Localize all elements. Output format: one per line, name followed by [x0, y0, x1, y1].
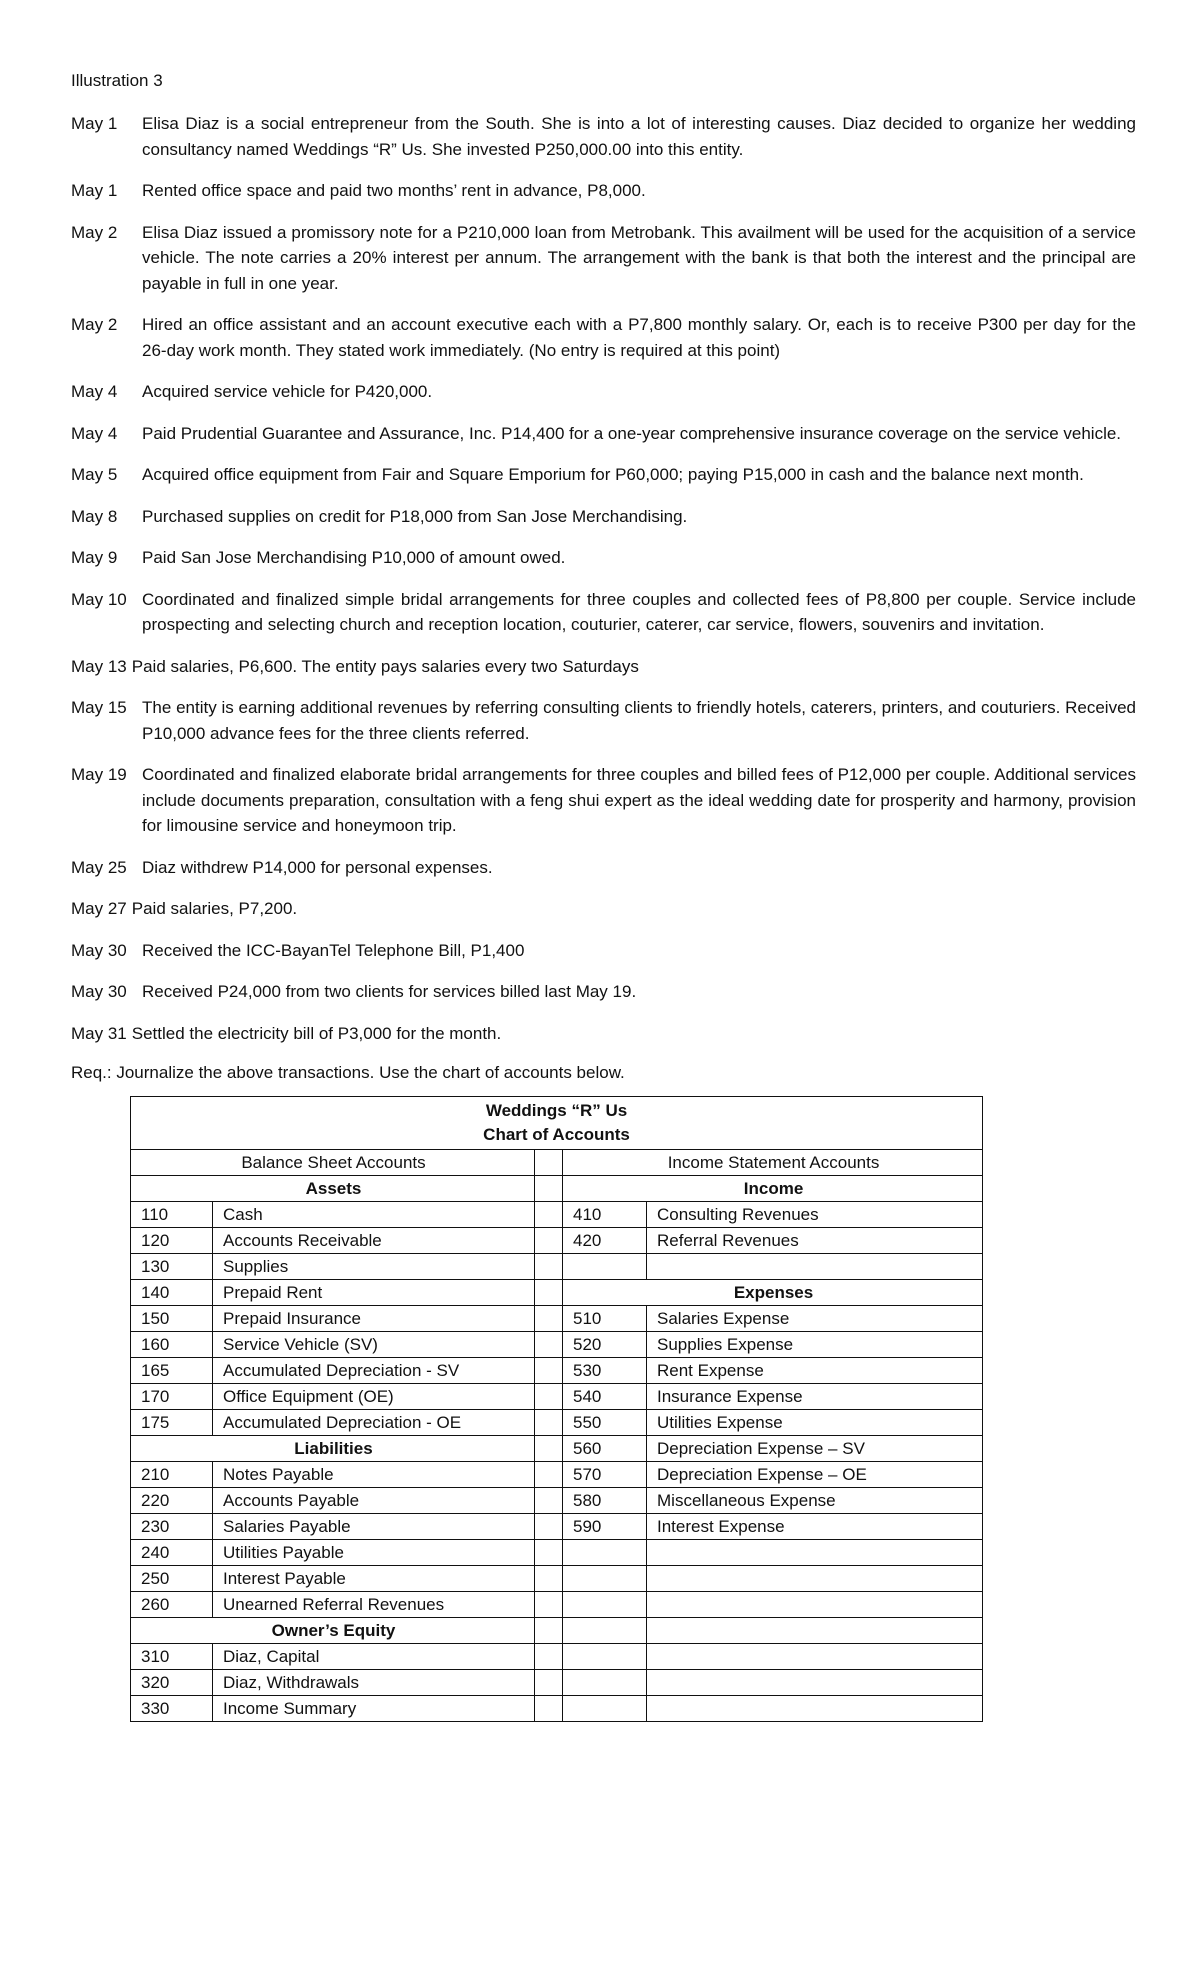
column-gap	[535, 1280, 563, 1306]
transaction-description: Coordinated and finalized elaborate bridal arrangements for three couples and billed fees of P12,000 per couple. Additional services include documents preparation, consultation with a feng shui expert as the ideal wedding date for prosperity and harmony, provision for limousine service and honeymoon trip.	[142, 765, 1136, 835]
account-code: 560	[563, 1436, 647, 1462]
transaction-date: May 19	[71, 765, 127, 784]
transaction-date: May 1	[71, 114, 118, 133]
account-name	[647, 1540, 983, 1566]
transaction-date: May 27	[71, 899, 127, 918]
account-name	[647, 1696, 983, 1722]
account-name	[647, 1566, 983, 1592]
transaction-item	[71, 178, 1136, 204]
account-code: 570	[563, 1462, 647, 1488]
account-code: 220	[131, 1488, 213, 1514]
account-name: Notes Payable	[213, 1462, 535, 1488]
transaction-item	[71, 1021, 1136, 1047]
account-name: Service Vehicle (SV)	[213, 1332, 535, 1358]
column-gap	[535, 1150, 563, 1176]
account-name: Miscellaneous Expense	[647, 1488, 983, 1514]
account-name: Supplies	[213, 1254, 535, 1280]
account-code: 540	[563, 1384, 647, 1410]
table-row	[131, 1592, 983, 1618]
transaction-date: May 4	[71, 423, 118, 443]
transaction-date: May 8	[71, 506, 118, 526]
chart-body	[131, 1176, 983, 1722]
column-gap	[535, 1592, 563, 1618]
account-name: Accumulated Depreciation - SV	[213, 1358, 535, 1384]
column-gap	[535, 1254, 563, 1280]
table-row	[131, 1176, 983, 1202]
account-code	[563, 1540, 647, 1566]
table-row	[131, 1358, 983, 1384]
transaction-description: Rented office space and paid two months’ rent in advance, P8,000.	[142, 181, 646, 200]
account-name: Cash	[213, 1202, 535, 1228]
transaction-item	[71, 545, 1136, 571]
transaction-date: May 13	[71, 656, 127, 676]
table-row	[131, 1202, 983, 1228]
column-gap	[535, 1514, 563, 1540]
account-name	[647, 1670, 983, 1696]
account-name: Depreciation Expense – SV	[647, 1436, 983, 1462]
column-gap	[535, 1670, 563, 1696]
account-name: Salaries Payable	[213, 1514, 535, 1540]
account-name	[647, 1592, 983, 1618]
table-row	[131, 1410, 983, 1436]
column-gap	[535, 1696, 563, 1722]
transaction-item	[71, 762, 1136, 839]
transaction-description: The entity is earning additional revenues by referring consulting clients to friendly hotels, caterers, printers, and couturiers. Received P10,000 advance fees for the three clients referred.	[142, 698, 1136, 743]
transaction-item	[71, 855, 1136, 881]
transaction-description: Paid salaries, P7,200.	[131, 899, 298, 918]
account-name: Accounts Receivable	[213, 1228, 535, 1254]
table-row	[131, 1384, 983, 1410]
transaction-date: May 31	[71, 1023, 127, 1043]
account-code: 165	[131, 1358, 213, 1384]
transaction-description: Received P24,000 from two clients for services billed last May 19.	[142, 982, 637, 1001]
transaction-description: Purchased supplies on credit for P18,000 from San Jose Merchandising.	[142, 506, 688, 526]
account-code: 160	[131, 1332, 213, 1358]
transaction-item	[71, 938, 1136, 964]
account-code: 240	[131, 1540, 213, 1566]
transaction-description: Elisa Diaz is a social entrepreneur from the South. She is into a lot of interesting causes. Diaz decided to organize her wedding consultancy named Weddings “R” Us. She invested P250,000.00 into this entity.	[142, 114, 1136, 159]
table-row	[131, 1540, 983, 1566]
chart-of-accounts-table	[130, 1096, 983, 1722]
transaction-item	[71, 979, 1136, 1005]
account-code	[563, 1592, 647, 1618]
account-code: 520	[563, 1332, 647, 1358]
account-name: Office Equipment (OE)	[213, 1384, 535, 1410]
account-code: 410	[563, 1202, 647, 1228]
transaction-description: Diaz withdrew P14,000 for personal expenses.	[142, 857, 493, 877]
transaction-date: May 30	[71, 982, 127, 1001]
account-name: Prepaid Rent	[213, 1280, 535, 1306]
column-gap	[535, 1358, 563, 1384]
account-code: 260	[131, 1592, 213, 1618]
transaction-item	[71, 312, 1136, 363]
account-name: Supplies Expense	[647, 1332, 983, 1358]
account-name: Insurance Expense	[647, 1384, 983, 1410]
column-gap	[535, 1436, 563, 1462]
transaction-item	[71, 111, 1136, 162]
column-gap	[535, 1332, 563, 1358]
account-code: 530	[563, 1358, 647, 1384]
column-gap	[535, 1228, 563, 1254]
transaction-date: May 5	[71, 465, 118, 484]
account-code: 140	[131, 1280, 213, 1306]
account-code: 170	[131, 1384, 213, 1410]
account-code: 420	[563, 1228, 647, 1254]
transaction-description: Coordinated and finalized simple bridal arrangements for three couples and collected fees of P8,800 per couple. Service include prospecting and selecting church and reception location, couturier, caterer, car service, flowers, souvenirs and invitation.	[142, 589, 1136, 634]
table-row	[131, 1488, 983, 1514]
account-code	[563, 1566, 647, 1592]
column-gap	[535, 1176, 563, 1202]
table-row	[131, 1436, 983, 1462]
account-code: 175	[131, 1410, 213, 1436]
section-heading: Owner’s Equity	[131, 1618, 535, 1644]
transaction-date: May 25	[71, 857, 127, 877]
chart-title-company: Weddings “R” Us	[485, 1101, 628, 1120]
account-name: Accounts Payable	[213, 1488, 535, 1514]
account-name: Referral Revenues	[647, 1228, 983, 1254]
column-gap	[535, 1618, 563, 1644]
transaction-item	[71, 587, 1136, 638]
transaction-description: Paid San Jose Merchandising P10,000 of amount owed.	[142, 548, 566, 567]
transaction-date: May 30	[71, 940, 127, 960]
illustration-heading: Illustration 3	[71, 71, 163, 90]
column-gap	[535, 1202, 563, 1228]
account-code: 250	[131, 1566, 213, 1592]
transaction-item	[71, 896, 1136, 922]
account-name: Rent Expense	[647, 1358, 983, 1384]
transaction-description: Paid Prudential Guarantee and Assurance, Inc. P14,400 for a one-year comprehensive insurance coverage on the service vehicle.	[142, 423, 1122, 443]
transaction-date: May 2	[71, 222, 118, 242]
account-code: 110	[131, 1202, 213, 1228]
transaction-date: May 15	[71, 698, 127, 717]
account-name: Prepaid Insurance	[213, 1306, 535, 1332]
account-code	[563, 1254, 647, 1280]
account-code: 120	[131, 1228, 213, 1254]
table-row	[131, 1644, 983, 1670]
chart-title-subtitle: Chart of Accounts	[483, 1125, 630, 1144]
table-row	[131, 1618, 983, 1644]
transaction-description: Acquired service vehicle for P420,000.	[142, 382, 433, 401]
transaction-item	[71, 695, 1136, 746]
transaction-description: Settled the electricity bill of P3,000 for the month.	[131, 1023, 502, 1043]
table-row	[131, 1306, 983, 1332]
account-code	[563, 1696, 647, 1722]
transaction-item	[71, 654, 1136, 680]
account-code: 150	[131, 1306, 213, 1332]
account-name: Consulting Revenues	[647, 1202, 983, 1228]
transaction-description: Paid salaries, P6,600. The entity pays salaries every two Saturdays	[131, 656, 639, 676]
account-name: Diaz, Capital	[213, 1644, 535, 1670]
section-heading: Assets	[131, 1176, 535, 1202]
transaction-date: May 9	[71, 548, 118, 567]
account-name: Diaz, Withdrawals	[213, 1670, 535, 1696]
table-row	[131, 1254, 983, 1280]
column-gap	[535, 1384, 563, 1410]
account-code: 210	[131, 1462, 213, 1488]
column-gap	[535, 1488, 563, 1514]
column-gap	[535, 1410, 563, 1436]
transaction-item	[71, 220, 1136, 297]
transaction-date: May 10	[71, 589, 127, 609]
account-code: 330	[131, 1696, 213, 1722]
section-heading: Liabilities	[131, 1436, 535, 1462]
account-name: Depreciation Expense – OE	[647, 1462, 983, 1488]
account-name: Interest Expense	[647, 1514, 983, 1540]
account-name: Unearned Referral Revenues	[213, 1592, 535, 1618]
transaction-date: May 4	[71, 382, 118, 401]
column-gap	[535, 1306, 563, 1332]
column-gap	[535, 1566, 563, 1592]
income-statement-header: Income Statement Accounts	[563, 1150, 983, 1176]
transaction-item	[71, 462, 1136, 488]
column-gap	[535, 1540, 563, 1566]
account-name	[647, 1644, 983, 1670]
account-code	[563, 1670, 647, 1696]
account-code: 310	[131, 1644, 213, 1670]
transaction-item	[71, 504, 1136, 530]
transaction-date: May 2	[71, 315, 118, 334]
transaction-description: Elisa Diaz issued a promissory note for a P210,000 loan from Metrobank. This availment will be used for the acquisition of a service vehicle. The note carries a 20% interest per annum. The arrangement with the bank is that both the interest and the principal are payable in full in one year.	[142, 222, 1136, 293]
section-heading: Expenses	[563, 1280, 983, 1306]
table-row	[131, 1332, 983, 1358]
account-code: 230	[131, 1514, 213, 1540]
table-row	[131, 1228, 983, 1254]
chart-title	[131, 1097, 983, 1150]
transaction-description: Hired an office assistant and an account executive each with a P7,800 monthly salary. Or, each is to receive P300 per day for the 26-day work month. They stated work immediately. (No entry is required at this point)	[142, 315, 1136, 360]
account-name: Interest Payable	[213, 1566, 535, 1592]
table-row	[131, 1566, 983, 1592]
balance-sheet-header: Balance Sheet Accounts	[131, 1150, 535, 1176]
transaction-description: Acquired office equipment from Fair and Square Emporium for P60,000; paying P15,000 in cash and the balance next month.	[142, 465, 1084, 484]
account-code	[563, 1618, 647, 1644]
document-page	[71, 70, 1136, 1722]
account-code: 580	[563, 1488, 647, 1514]
table-row	[131, 1462, 983, 1488]
account-name: Utilities Payable	[213, 1540, 535, 1566]
column-gap	[535, 1462, 563, 1488]
transaction-list	[71, 111, 1136, 1046]
table-row	[131, 1280, 983, 1306]
account-name: Accumulated Depreciation - OE	[213, 1410, 535, 1436]
account-name	[647, 1618, 983, 1644]
account-code: 320	[131, 1670, 213, 1696]
account-code: 130	[131, 1254, 213, 1280]
account-name: Salaries Expense	[647, 1306, 983, 1332]
transaction-date: May 1	[71, 181, 118, 200]
account-code: 550	[563, 1410, 647, 1436]
account-code: 590	[563, 1514, 647, 1540]
transaction-description: Received the ICC-BayanTel Telephone Bill, P1,400	[142, 940, 525, 960]
section-heading: Income	[563, 1176, 983, 1202]
table-row	[131, 1696, 983, 1722]
column-gap	[535, 1644, 563, 1670]
account-name: Income Summary	[213, 1696, 535, 1722]
transaction-item	[71, 379, 1136, 405]
table-row	[131, 1514, 983, 1540]
table-row	[131, 1670, 983, 1696]
account-name	[647, 1254, 983, 1280]
account-code	[563, 1644, 647, 1670]
transaction-item	[71, 421, 1136, 447]
account-code: 510	[563, 1306, 647, 1332]
requirement-text: Req.: Journalize the above transactions. Use the chart of accounts below.	[71, 1063, 625, 1082]
account-name: Utilities Expense	[647, 1410, 983, 1436]
